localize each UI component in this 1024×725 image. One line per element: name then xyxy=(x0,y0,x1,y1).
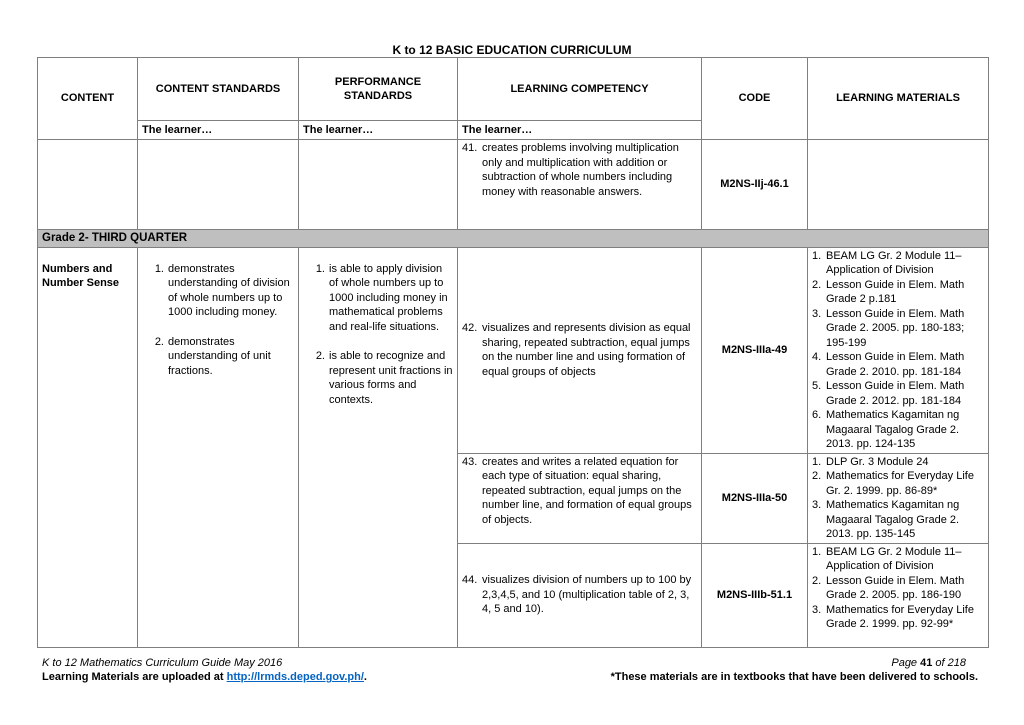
header-learning-materials: LEARNING MATERIALS xyxy=(808,58,989,140)
material-item: 3. Mathematics for Everyday Life Grade 2. 1999. pp. 92-99* xyxy=(812,603,974,630)
header-learner-3: The learner… xyxy=(458,121,702,140)
performance-standards-cell xyxy=(299,247,458,647)
table-row-42 xyxy=(38,247,989,453)
footer-note: *These materials are in textbooks that have been delivered to schools. xyxy=(610,671,978,683)
header-learner-2: The learner… xyxy=(299,121,458,140)
document-title: K to 12 BASIC EDUCATION CURRICULUM xyxy=(392,43,632,57)
footer-page: Page 41 of 218 xyxy=(891,657,966,669)
footer-guide: K to 12 Mathematics Curriculum Guide May 2016 xyxy=(42,657,283,669)
header-learner-1: The learner… xyxy=(138,121,299,140)
curriculum-table xyxy=(37,57,989,648)
footer-uploaded: Learning Materials are uploaded at http://lrmds.deped.gov.ph/. xyxy=(42,671,367,683)
code-44: M2NS-IIIb-51.1 xyxy=(702,543,808,647)
material-item: 1. DLP Gr. 3 Module 24 xyxy=(812,455,929,468)
content-area: Numbers and Number Sense xyxy=(38,247,138,647)
materials-42 xyxy=(808,247,989,453)
material-item: 4. Lesson Guide in Elem. Math Grade 2. 2010. pp. 181-184 xyxy=(812,351,965,378)
material-item: 2. Lesson Guide in Elem. Math Grade 2 p.181 xyxy=(812,278,965,305)
code-41: M2NS-IIj-46.1 xyxy=(702,140,808,230)
quarter-label: Grade 2- THIRD QUARTER xyxy=(38,230,989,248)
competency-43: 43. creates and writes a related equation for each type of situation: equal sharing, repeated subtraction, equal jumps on the number line, and formation of equal groups of objects. xyxy=(458,453,702,543)
lrmds-link[interactable]: http://lrmds.deped.gov.ph/ xyxy=(226,671,364,683)
competency-44: 44. visualizes division of numbers up to 100 by 2,3,4,5, and 10 (multiplication table of 2, 3, 4, 5 and 10). xyxy=(458,543,702,647)
competency-41: 41. creates problems involving multiplication only and multiplication with addition or subtraction of whole numbers including money with reasonable answers. xyxy=(458,140,702,230)
material-item: 1. BEAM LG Gr. 2 Module 11–Application of Division xyxy=(812,249,962,276)
materials-43 xyxy=(808,453,989,543)
table-row-41 xyxy=(38,140,989,230)
content-standard-item: 1. demonstrates understanding of division of whole numbers up to 1000 including money. xyxy=(154,262,290,318)
header-learning-competency: LEARNING COMPETENCY xyxy=(458,58,702,121)
quarter-row xyxy=(38,230,989,248)
code-43: M2NS-IIIa-50 xyxy=(702,453,808,543)
material-item: 6. Mathematics Kagamitan ng Magaaral Tagalog Grade 2. 2013. pp. 124-135 xyxy=(812,409,960,450)
material-item: 2. Mathematics for Everyday Life Gr. 2. 1999. pp. 86-89* xyxy=(812,470,974,497)
content-standards-cell xyxy=(138,247,299,647)
header-code: CODE xyxy=(702,58,808,140)
material-item: 5. Lesson Guide in Elem. Math Grade 2. 2012. pp. 181-184 xyxy=(812,380,965,407)
content-standard-item: 2. demonstrates understanding of unit fractions. xyxy=(154,335,271,377)
material-item: 1. BEAM LG Gr. 2 Module 11–Application of Division xyxy=(812,545,962,572)
header-content: CONTENT xyxy=(38,58,138,140)
performance-standard-item: 2. is able to recognize and represent unit fractions in various forms and contexts. xyxy=(315,350,453,406)
header-content-standards: CONTENT STANDARDS xyxy=(138,58,299,121)
materials-44 xyxy=(808,543,989,647)
code-42: M2NS-IIIa-49 xyxy=(702,247,808,453)
material-item: 3. Lesson Guide in Elem. Math Grade 2. 2005. pp. 180-183; 195-199 xyxy=(812,307,965,349)
header-performance-standards: PERFORMANCE STANDARDS xyxy=(299,58,458,121)
competency-42: 42. visualizes and represents division as equal sharing, repeated subtraction, equal jumps on the number line and using formation of equal groups of objects xyxy=(458,247,702,453)
material-item: 2. Lesson Guide in Elem. Math Grade 2. 2005. pp. 186-190 xyxy=(812,574,965,601)
material-item: 3. Mathematics Kagamitan ng Magaaral Tagalog Grade 2. 2013. pp. 135-145 xyxy=(812,499,960,540)
performance-standard-item: 1. is able to apply division of whole numbers up to 1000 including money in mathematical problems and real-life situations. xyxy=(315,262,448,333)
